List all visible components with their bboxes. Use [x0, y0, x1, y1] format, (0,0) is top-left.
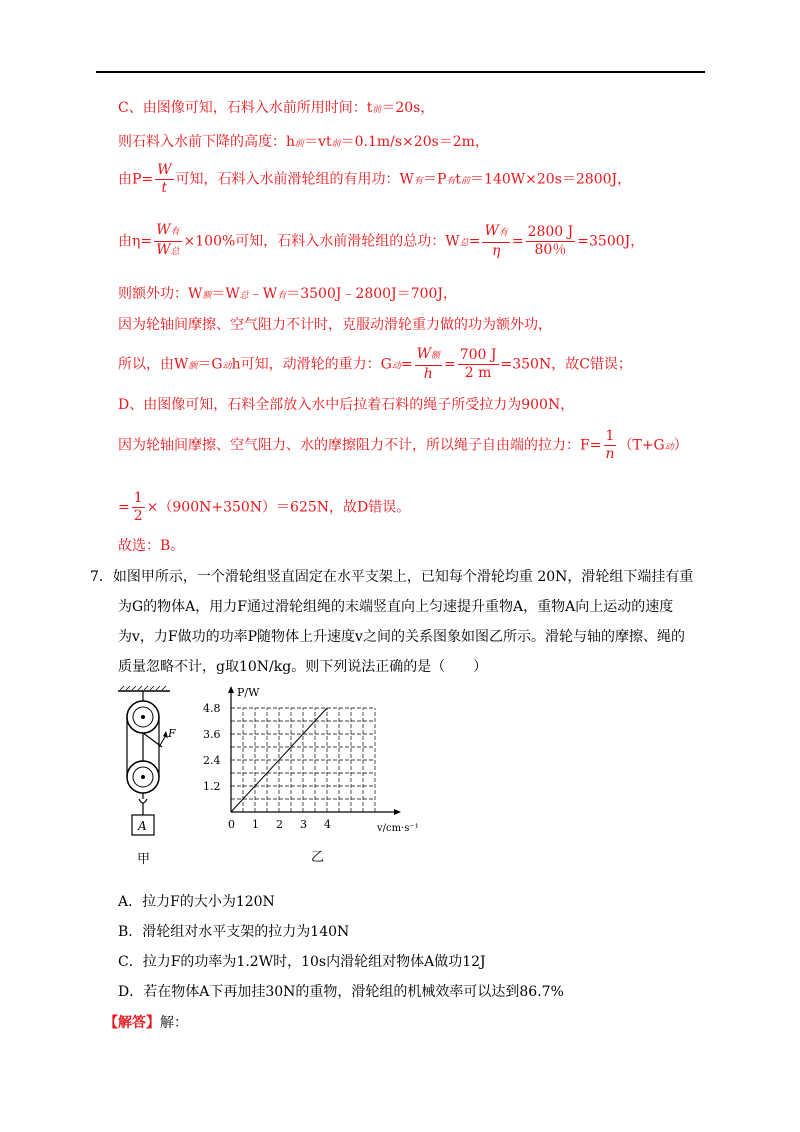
pulley-diagram: [110, 685, 190, 865]
x-tick-label: 3: [300, 818, 307, 831]
question-line-3: 为v，力F做功的功率P随物体上升速度v之间的关系图象如图乙所示。滑轮与轴的摩擦、绳的: [118, 629, 685, 645]
caption-right: 乙: [311, 850, 325, 865]
x-tick-label: 2: [276, 818, 283, 831]
x-tick-label: 4: [324, 818, 331, 831]
answer-heading: 【解答】解：: [104, 1015, 188, 1031]
x-tick-label: 0: [228, 818, 235, 831]
c-head-line: C、由图像可知，石料入水前所用时间：t前＝20s，: [118, 100, 435, 116]
y-tick-label: 3.6: [203, 728, 221, 741]
force-label: F: [168, 727, 176, 740]
c-power-line: 由P= $\frac{W}{t}$ 可知，石料入水前滑轮组的有用功：W有＝P有t前＝140W×20s＝2800J，: [118, 162, 632, 196]
x-axis-arrow: [394, 809, 401, 815]
option-d: D．若在物体A下再加挂30N的重物，滑轮组的机械效率可以达到86.7%: [118, 984, 564, 1000]
support-hatch: [120, 686, 166, 690]
object-a-label: A: [138, 819, 147, 833]
d-calc-line: = $\frac{1}{2}$ ×（900N+350N）＝625N，故D错误。: [118, 490, 411, 524]
power-velocity-chart: [195, 684, 425, 834]
choose-line: 故选：B。: [118, 538, 185, 554]
c-extra-work-line: 则额外功：W额＝W总﹣W有＝3500J﹣2800J＝700J，: [118, 286, 458, 302]
y-tick-label: 2.4: [203, 754, 221, 767]
c-reason-line: 因为轮轴间摩擦、空气阻力不计时，克服动滑轮重力做的功为额外功，: [118, 317, 552, 333]
y-axis-label: P/W: [237, 686, 260, 699]
c-efficiency-line: 由η= $\frac{\text{W有}}{\text{W总}}$ ×100%可知，石料入水前滑轮组的总功：W总= $\frac{\text{W有}}{\eta}$ = $\frac{2800 J}{80\%}$ =3500J，: [118, 222, 645, 259]
question-line-4: 质量忽略不计，g取10N/kg。则下列说法正确的是（ ）: [118, 659, 488, 675]
question-line-1: 7．如图甲所示，一个滑轮组竖直固定在水平支架上，已知每个滑轮均重 20N，滑轮组下端挂有重: [90, 569, 694, 585]
y-axis-arrow: [228, 686, 234, 693]
question-line-2: 为G的物体A，用力F通过滑轮组绳的末端竖直向上匀速提升重物A，重物A向上运动的速度: [118, 599, 674, 615]
y-tick-label: 1.2: [203, 780, 221, 793]
header-rule: [96, 71, 705, 73]
x-axis-label: v/cm·s⁻¹: [377, 823, 419, 834]
force-arrow: [159, 735, 166, 747]
c-gravity-line: 所以，由W额＝G动h可知，动滑轮的重力：G动= $\frac{\text{W额}}{h}$ = $\frac{700 J}{2 m}$ =350N，故C错误；: [118, 346, 632, 382]
x-tick-label: 1: [252, 818, 259, 831]
y-tick-label: 4.8: [203, 702, 221, 715]
d-reason-line: 因为轮轴间摩擦、空气阻力、水的摩擦阻力不计，所以绳子自由端的拉力：F= $\frac{1}{n}$ （T+G动）: [118, 428, 688, 462]
c-height-line: 则石料入水前下降的高度：h前＝vt前＝0.1m/s×20s＝2m，: [118, 134, 489, 150]
d-head-line: D、由图像可知，石料全部放入水中后拉着石料的绳子所受拉力为900N，: [118, 397, 575, 413]
option-a: A．拉力F的大小为120N: [118, 894, 275, 910]
option-c: C．拉力F的功率为1.2W时，10s内滑轮组对物体A做功12J: [118, 954, 486, 970]
option-b: B．滑轮组对水平支架的拉力为140N: [118, 924, 350, 940]
caption-left: 甲: [137, 852, 151, 867]
